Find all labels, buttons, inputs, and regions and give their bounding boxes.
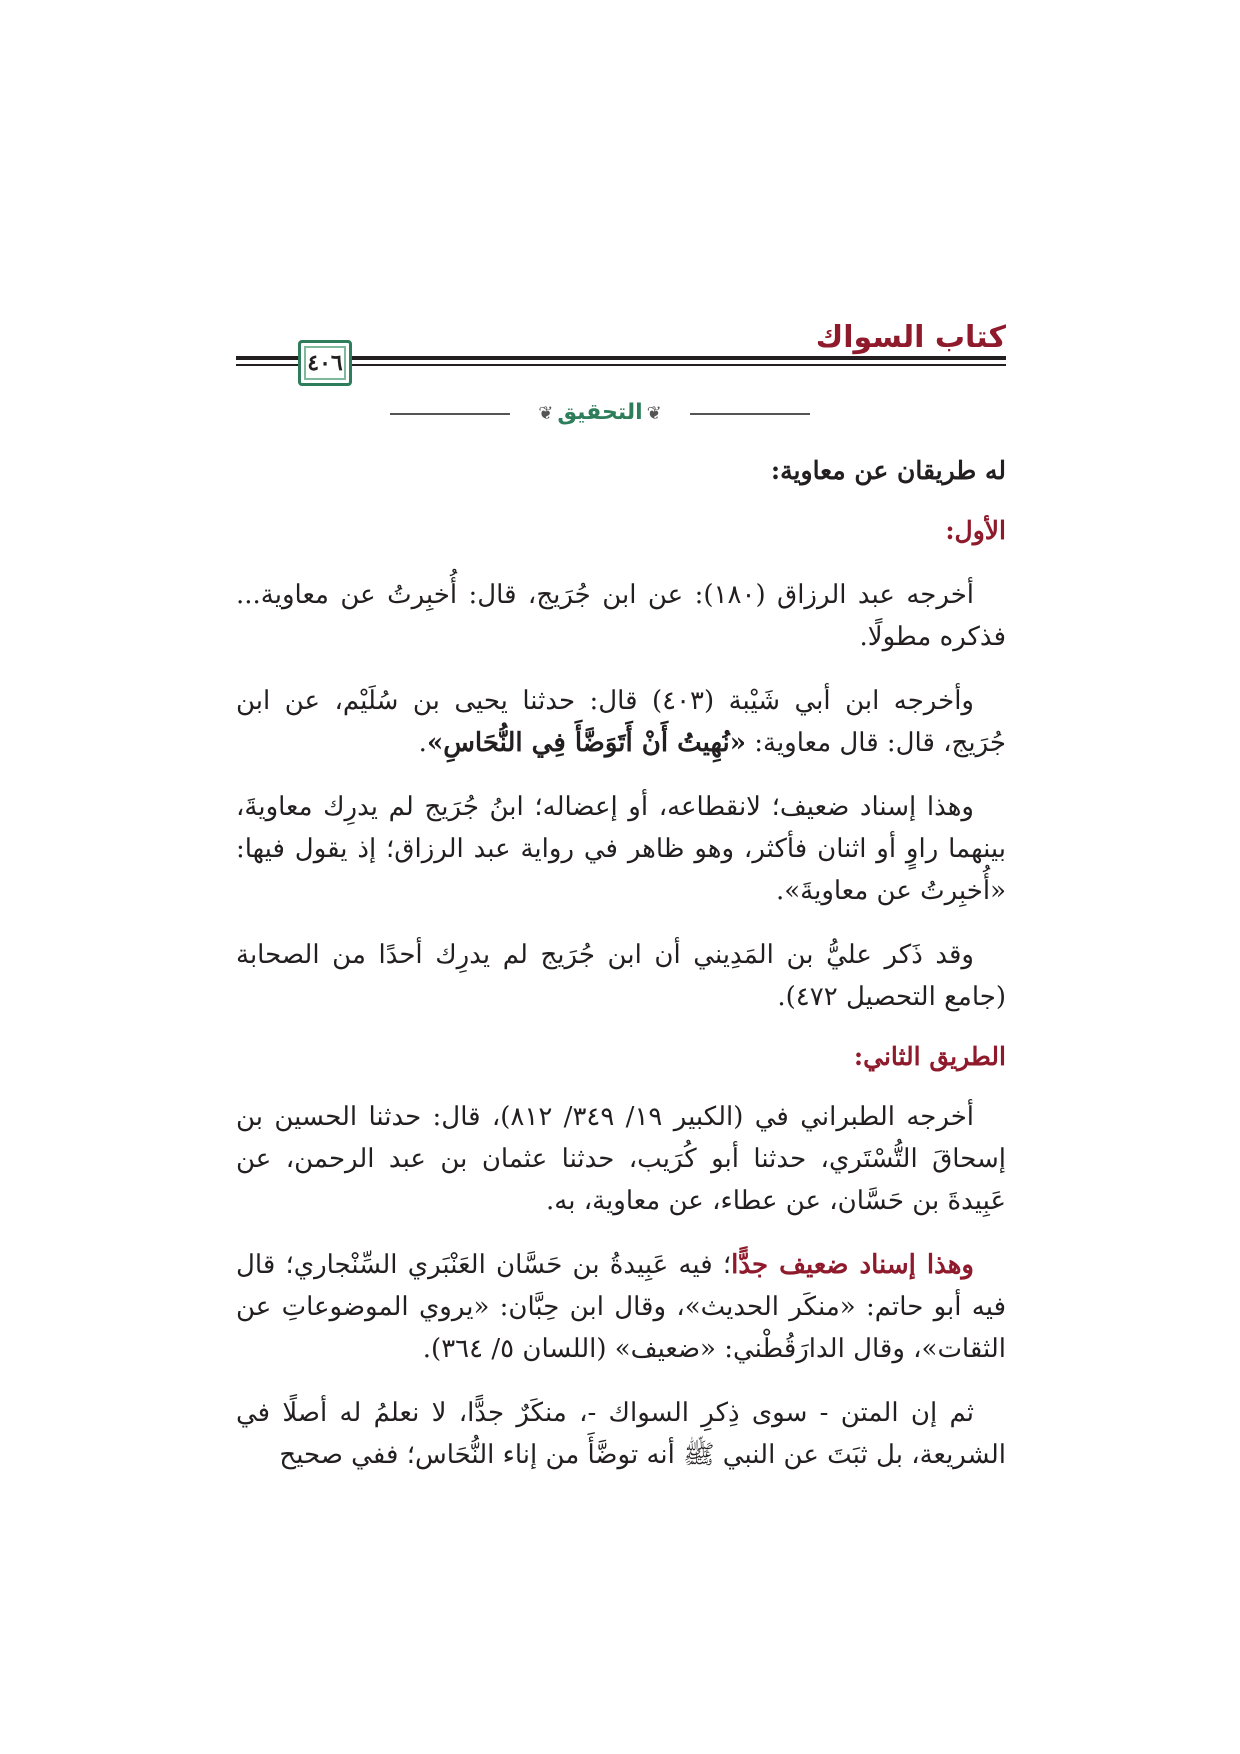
first-route-heading: الأول:: [945, 516, 1006, 545]
paragraph-1: أخرجه عبد الرزاق (١٨٠): عن ابن جُرَيج، قال: أُخبِرتُ عن معاوية... فذكره مطولًا.: [236, 580, 1006, 652]
page-header: [236, 312, 1006, 388]
paragraph-6-text: ؛ فيه عَبِيدةُ بن حَسَّان العَنْبَري السِّنْجاري؛ قال فيه أبو حاتم: «منكَر الحديث»، وقال ابن حِبَّان: «يروي الموضوعاتِ عن الثقات»، وقال الدارَقُطْني: «ضعيف» (اللسان ٥/ ٣٦٤).: [236, 1250, 1006, 1364]
section-title-text: التحقيق: [557, 400, 643, 425]
paragraph-4: وقد ذَكر عليُّ بن المَدِيني أن ابن جُرَيج لم يدرِك أحدًا من الصحابة (جامع التحصيل ٤٧٢).: [236, 940, 1006, 1012]
paragraph-2-end: .: [418, 728, 427, 758]
weak-chain-label: وهذا إسناد ضعيف جدًّا: [731, 1250, 974, 1280]
paragraph-6: [236, 1244, 1006, 1370]
paragraph-5: أخرجه الطبراني في (الكبير ١٩/ ٣٤٩/ ٨١٢)، قال: حدثنا الحسين بن إسحاقَ التُّسْتَري، حدثنا أبو كُرَيب، حدثنا عثمان بن عبد الرحمن، عن عَبِيدةَ بن حَسَّان، عن عطاء، عن معاوية، به.: [236, 1102, 1006, 1216]
paragraph-2: [236, 680, 1006, 764]
page-number-badge: [298, 340, 352, 386]
section-divider: [390, 400, 810, 430]
page-number: ٤٠٦: [307, 350, 343, 376]
ornament-icon: ❦: [646, 403, 662, 424]
paragraph-3: وهذا إسناد ضعيف؛ لانقطاعه، أو إعضاله؛ ابنُ جُرَيج لم يدرِك معاويةَ، بينهما راوٍ أو اثنان فأكثر، وهو ظاهر في رواية عبد الرزاق؛ إذ يقول فيها: «أُخبِرتُ عن معاويةَ».: [236, 792, 1006, 906]
book-title: كتاب السواك: [815, 320, 1006, 355]
paragraph-7: ثم إن المتن - سوى ذِكرِ السواك -، منكَرٌ جدًّا، لا نعلمُ له أصلًا في الشريعة، بل ثبَتَ عن النبي ﷺ أنه توضَّأَ من إناء النُّحَاس؛ ففي صحيح: [236, 1398, 1006, 1470]
page-body: [236, 454, 1006, 1476]
ornament-icon: ❦: [538, 403, 554, 424]
intro-heading: له طريقان عن معاوية:: [770, 456, 1006, 485]
second-route-heading: الطريق الثاني:: [853, 1042, 1006, 1071]
hadith-quote: «نُهِيتُ أَنْ أَتَوَضَّأَ فِي النُّحَاسِ»: [426, 728, 746, 758]
section-title: [390, 400, 810, 425]
paragraph-2-text: وأخرجه ابن أبي شَيْبة (٤٠٣) قال: حدثنا يحيى بن سُلَيْم، عن ابن جُرَيج، قال: قال معاوية:: [236, 686, 1006, 758]
